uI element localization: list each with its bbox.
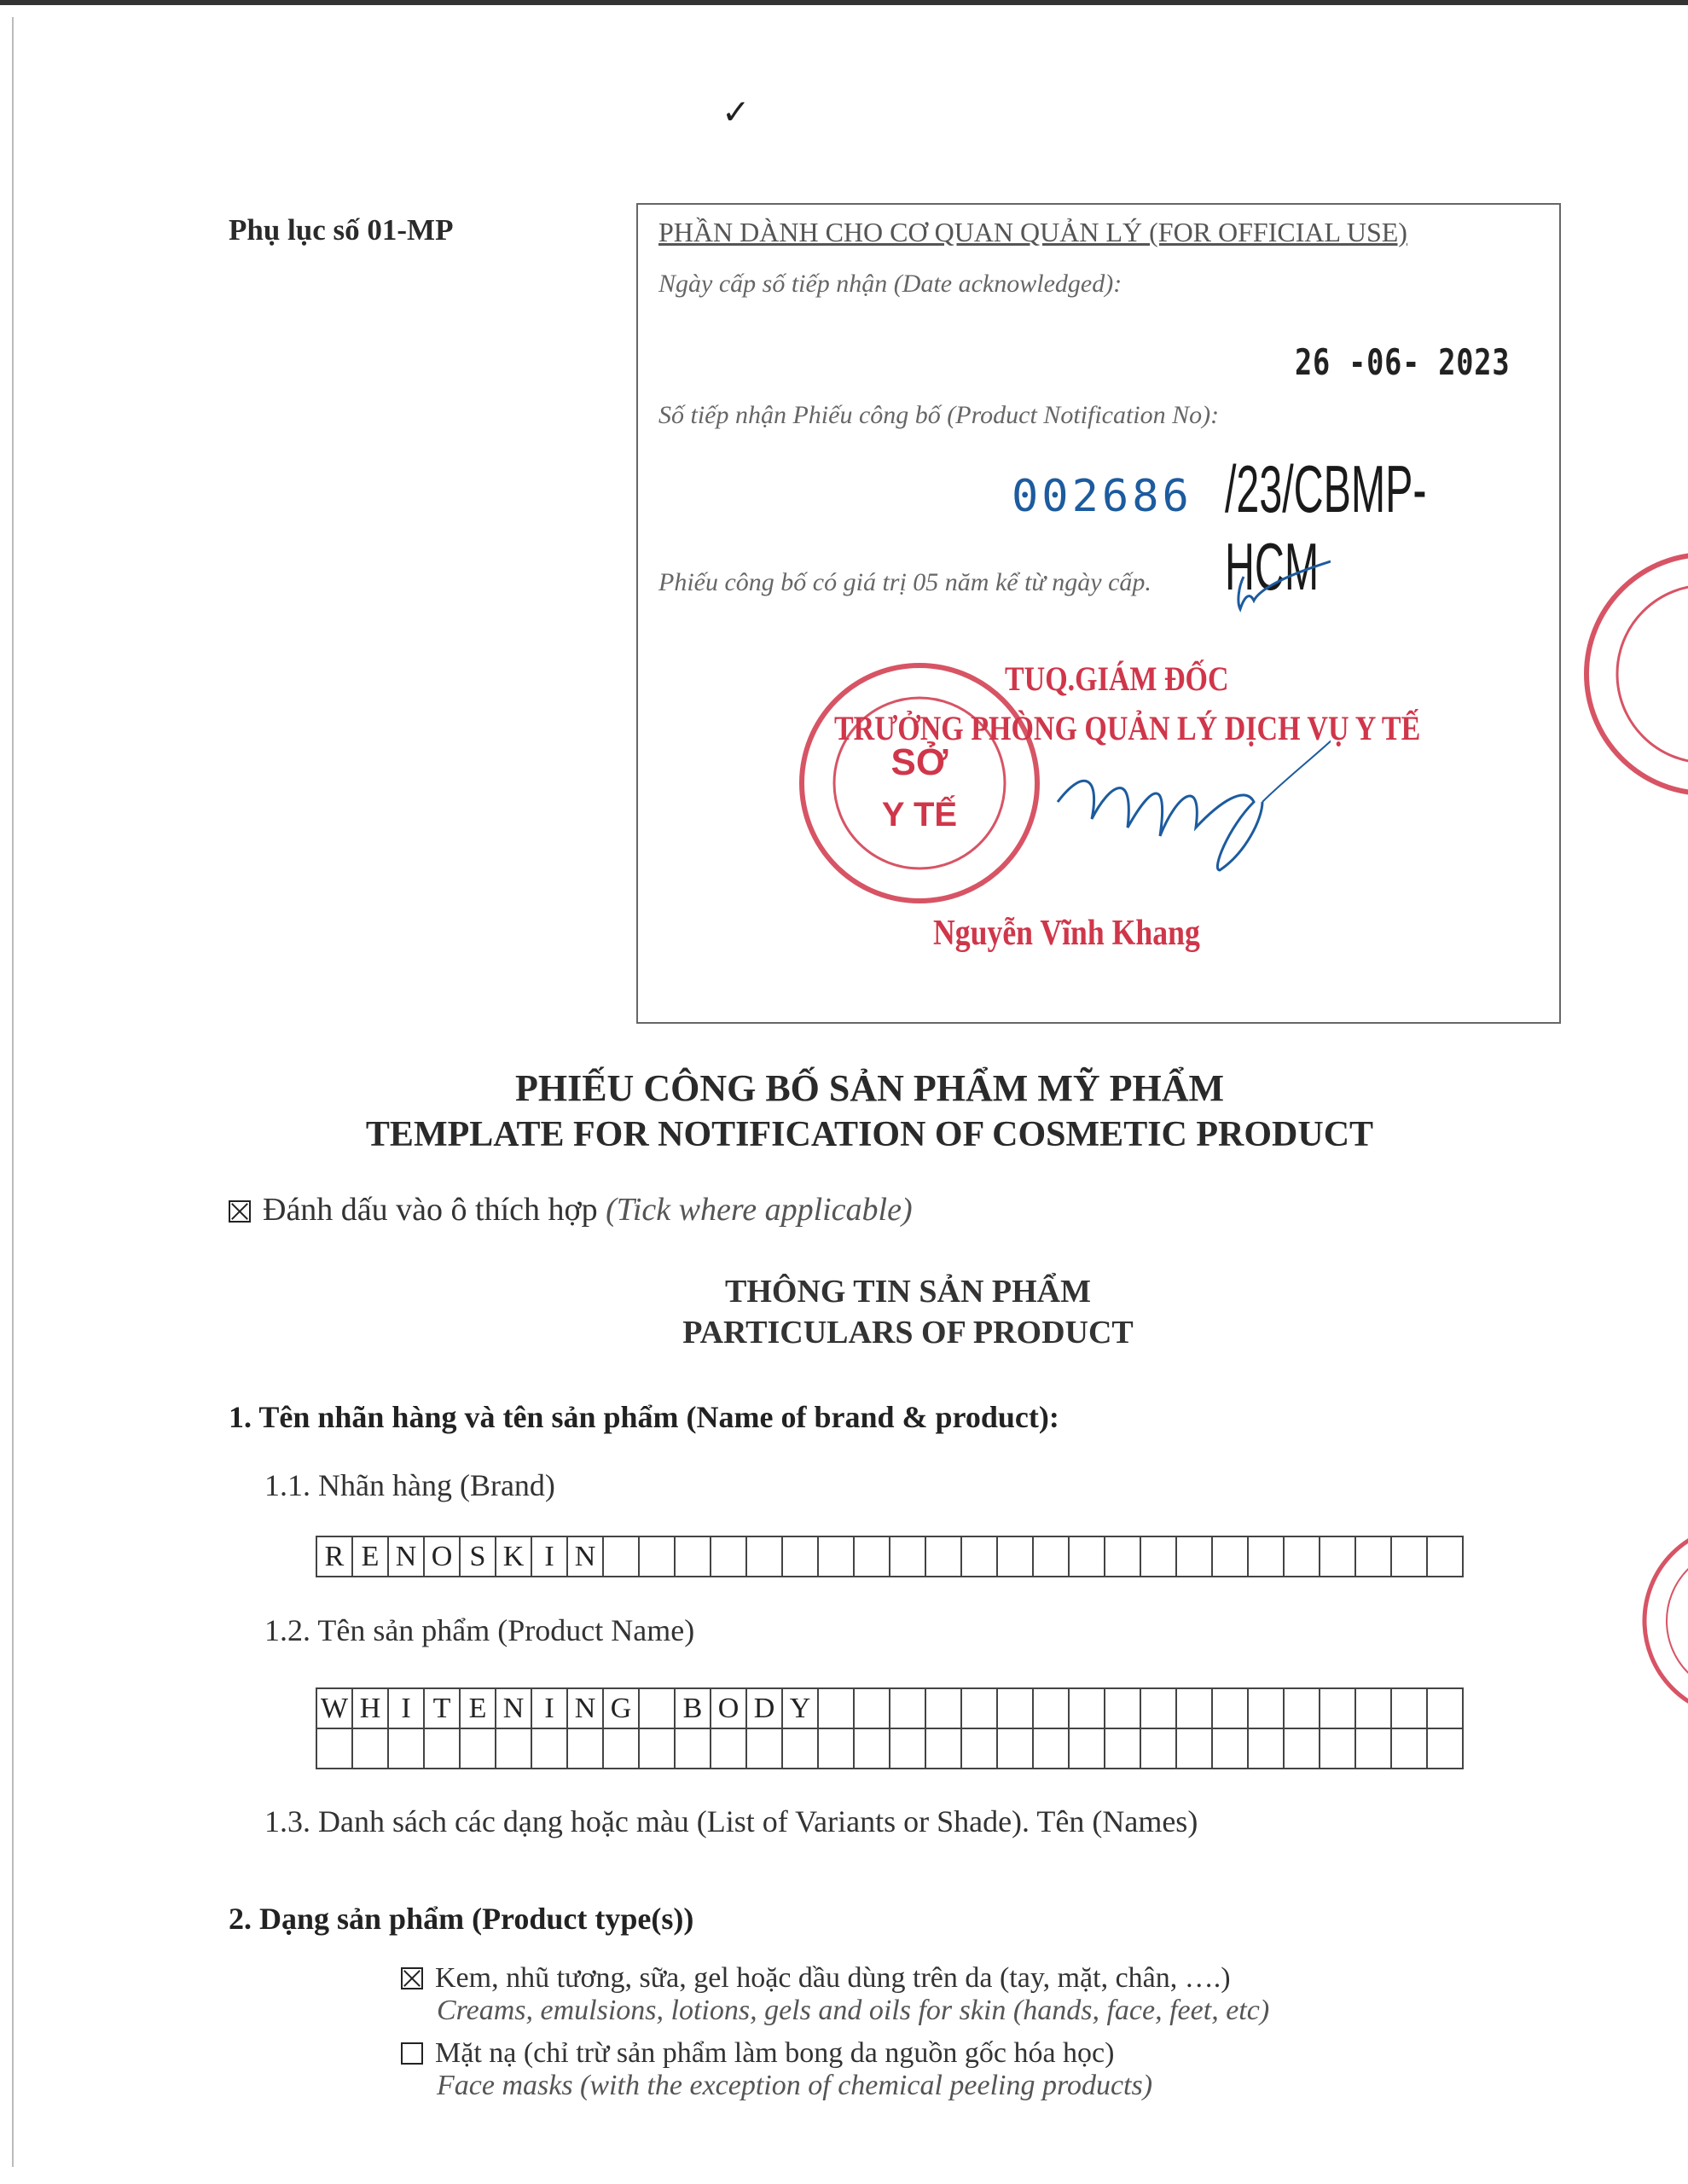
char-cell[interactable]: R (316, 1536, 352, 1577)
section2-heading: 2. Dạng sản phẩm (Product type(s)) (229, 1902, 694, 1936)
brand-grid-row (316, 1536, 1463, 1577)
char-cell[interactable] (854, 1728, 890, 1769)
char-cell[interactable] (1105, 1688, 1140, 1728)
char-cell[interactable] (1391, 1728, 1427, 1769)
char-cell[interactable] (746, 1728, 782, 1769)
char-cell[interactable] (1105, 1728, 1140, 1769)
char-cell[interactable]: O (711, 1688, 746, 1728)
char-cell[interactable] (1391, 1536, 1427, 1577)
char-cell[interactable] (639, 1688, 675, 1728)
product-grid-row-1 (316, 1688, 1463, 1728)
signer-authorization: TUQ.GIÁM ĐỐC (1005, 659, 1229, 698)
char-cell[interactable] (1284, 1688, 1320, 1728)
tick-instruction-vi: Đánh dấu vào ô thích hợp (263, 1192, 598, 1228)
product-name-char-grid[interactable] (316, 1687, 1464, 1769)
option-en: Creams, emulsions, lotions, gels and oils for skin (hands, face, feet, etc) (437, 1995, 1270, 2026)
char-cell[interactable] (424, 1728, 460, 1769)
brand-label: 1.1. Nhãn hàng (Brand) (264, 1468, 555, 1502)
option-vi: Mặt nạ (chỉ trừ sản phẩm làm bong da nguồn gốc hóa học) (435, 2037, 1115, 2069)
seal-center-bottom: Y TẾ (881, 796, 958, 834)
char-cell[interactable] (782, 1536, 818, 1577)
char-cell[interactable]: N (567, 1688, 603, 1728)
char-cell[interactable] (997, 1728, 1033, 1769)
product-type-option-face-masks[interactable] (401, 2037, 1152, 2102)
char-cell[interactable]: O (424, 1536, 460, 1577)
char-cell[interactable] (890, 1688, 925, 1728)
char-cell[interactable]: B (675, 1688, 711, 1728)
char-cell[interactable] (675, 1536, 711, 1577)
page-top-border (0, 0, 1688, 5)
signer-title: TRƯỞNG PHÒNG QUẢN LÝ DỊCH VỤ Y TẾ (834, 709, 1421, 747)
char-cell[interactable] (1176, 1536, 1212, 1577)
char-cell[interactable]: T (424, 1688, 460, 1728)
char-cell[interactable] (1248, 1688, 1284, 1728)
checked-box-icon (229, 1200, 251, 1223)
char-cell[interactable] (460, 1728, 496, 1769)
seal-center-top: SỞ (890, 741, 948, 783)
char-cell[interactable] (1176, 1728, 1212, 1769)
char-cell[interactable] (1033, 1536, 1069, 1577)
validity-note: Phiếu công bố có giá trị 05 năm kể từ ngày cấp. (658, 568, 1151, 596)
char-cell[interactable] (1176, 1688, 1212, 1728)
char-cell[interactable] (567, 1728, 603, 1769)
char-cell[interactable] (352, 1728, 388, 1769)
checkbox-icon[interactable] (401, 2042, 423, 2065)
char-cell[interactable] (961, 1688, 997, 1728)
char-cell[interactable]: S (460, 1536, 496, 1577)
char-cell[interactable] (1355, 1688, 1391, 1728)
char-cell[interactable] (961, 1728, 997, 1769)
char-cell[interactable] (1320, 1728, 1355, 1769)
date-acknowledged-label: Ngày cấp số tiếp nhận (Date acknowledged): (658, 270, 1122, 298)
char-cell[interactable] (1320, 1536, 1355, 1577)
char-cell[interactable]: N (496, 1688, 531, 1728)
char-cell[interactable]: D (746, 1688, 782, 1728)
char-cell[interactable]: H (352, 1688, 388, 1728)
char-cell[interactable] (1069, 1688, 1105, 1728)
char-cell[interactable] (1248, 1536, 1284, 1577)
char-cell[interactable]: N (567, 1536, 603, 1577)
char-cell[interactable] (1284, 1536, 1320, 1577)
char-cell[interactable] (1069, 1728, 1105, 1769)
char-cell[interactable] (997, 1536, 1033, 1577)
char-cell[interactable] (1212, 1536, 1248, 1577)
char-cell[interactable]: E (460, 1688, 496, 1728)
tick-instruction (229, 1191, 913, 1228)
official-use-heading: PHẦN DÀNH CHO CƠ QUAN QUẢN LÝ (FOR OFFICIAL USE) (658, 217, 1407, 247)
appendix-label: Phụ lục số 01-MP (229, 213, 454, 247)
char-cell[interactable]: I (531, 1536, 567, 1577)
product-name-label: 1.2. Tên sản phẩm (Product Name) (264, 1613, 695, 1647)
char-cell[interactable] (1320, 1688, 1355, 1728)
char-cell[interactable] (639, 1536, 675, 1577)
char-cell[interactable] (1033, 1688, 1069, 1728)
char-cell[interactable] (925, 1688, 961, 1728)
char-cell[interactable] (1391, 1688, 1427, 1728)
char-cell[interactable] (1427, 1728, 1463, 1769)
partial-seal-icon-lower (1612, 1519, 1688, 1723)
pen-tick-mark: ✓ (722, 93, 751, 131)
char-cell[interactable] (818, 1536, 854, 1577)
char-cell[interactable]: E (352, 1536, 388, 1577)
char-cell[interactable] (316, 1728, 352, 1769)
char-cell[interactable] (854, 1536, 890, 1577)
char-cell[interactable] (711, 1728, 746, 1769)
notification-suffix: /23/CBMP-HCM (1225, 451, 1427, 604)
char-cell[interactable] (890, 1728, 925, 1769)
char-cell[interactable] (531, 1728, 567, 1769)
checked-box-icon[interactable] (401, 1967, 423, 1989)
char-cell[interactable]: K (496, 1536, 531, 1577)
option-vi: Kem, nhũ tương, sữa, gel hoặc dầu dùng trên da (tay, mặt, chân, ….) (435, 1962, 1231, 1994)
notification-no-label: Số tiếp nhận Phiếu công bố (Product Notification No): (658, 401, 1220, 429)
form-title-vi: PHIẾU CÔNG BỐ SẢN PHẨM MỸ PHẨM (514, 1067, 1225, 1109)
char-cell[interactable] (675, 1728, 711, 1769)
char-cell[interactable] (818, 1728, 854, 1769)
char-cell[interactable] (1069, 1536, 1105, 1577)
char-cell[interactable]: G (603, 1688, 639, 1728)
partial-seal-icon (1561, 537, 1688, 810)
char-cell[interactable]: I (388, 1688, 424, 1728)
char-cell[interactable] (1140, 1728, 1176, 1769)
char-cell[interactable] (603, 1536, 639, 1577)
char-cell[interactable] (603, 1728, 639, 1769)
char-cell[interactable] (1427, 1688, 1463, 1728)
char-cell[interactable]: I (531, 1688, 567, 1728)
char-cell[interactable] (1105, 1536, 1140, 1577)
brand-char-grid[interactable] (316, 1536, 1464, 1577)
char-cell[interactable] (1140, 1688, 1176, 1728)
char-cell[interactable] (818, 1688, 854, 1728)
form-title-en: TEMPLATE FOR NOTIFICATION OF COSMETIC PRODUCT (365, 1115, 1374, 1154)
char-cell[interactable] (639, 1728, 675, 1769)
option-en: Face masks (with the exception of chemical peeling products) (437, 2070, 1153, 2101)
char-cell[interactable] (388, 1728, 424, 1769)
product-grid-row-2 (316, 1728, 1463, 1769)
char-cell[interactable] (782, 1728, 818, 1769)
product-type-option-creams[interactable] (401, 1962, 1269, 2027)
tick-instruction-en: (Tick where applicable) (606, 1192, 913, 1228)
char-cell[interactable]: Y (782, 1688, 818, 1728)
particulars-title-en: PARTICULARS OF PRODUCT (682, 1315, 1134, 1350)
char-cell[interactable]: W (316, 1688, 352, 1728)
section1-heading: 1. Tên nhãn hàng và tên sản phẩm (Name of brand & product): (229, 1400, 1059, 1434)
particulars-title-vi: THÔNG TIN SẢN PHẨM (725, 1274, 1091, 1310)
char-cell[interactable] (1033, 1728, 1069, 1769)
char-cell[interactable] (711, 1536, 746, 1577)
date-acknowledged-value: 26 -06- 2023 (1295, 341, 1511, 383)
char-cell[interactable] (1427, 1536, 1463, 1577)
char-cell[interactable] (496, 1728, 531, 1769)
char-cell[interactable]: N (388, 1536, 424, 1577)
char-cell[interactable] (1212, 1728, 1248, 1769)
char-cell[interactable] (1355, 1728, 1391, 1769)
char-cell[interactable] (1284, 1728, 1320, 1769)
signer-name: Nguyễn Vĩnh Khang (933, 914, 1200, 953)
char-cell[interactable] (1355, 1536, 1391, 1577)
notification-number: 002686 (1012, 471, 1192, 522)
char-cell[interactable] (1212, 1688, 1248, 1728)
char-cell[interactable] (854, 1688, 890, 1728)
char-cell[interactable] (890, 1536, 925, 1577)
char-cell[interactable] (1248, 1728, 1284, 1769)
variants-label: 1.3. Danh sách các dạng hoặc màu (List of Variants or Shade). Tên (Names) (264, 1804, 1198, 1838)
char-cell[interactable] (1140, 1536, 1176, 1577)
char-cell[interactable] (925, 1728, 961, 1769)
char-cell[interactable] (961, 1536, 997, 1577)
char-cell[interactable] (925, 1536, 961, 1577)
char-cell[interactable] (997, 1688, 1033, 1728)
char-cell[interactable] (746, 1536, 782, 1577)
